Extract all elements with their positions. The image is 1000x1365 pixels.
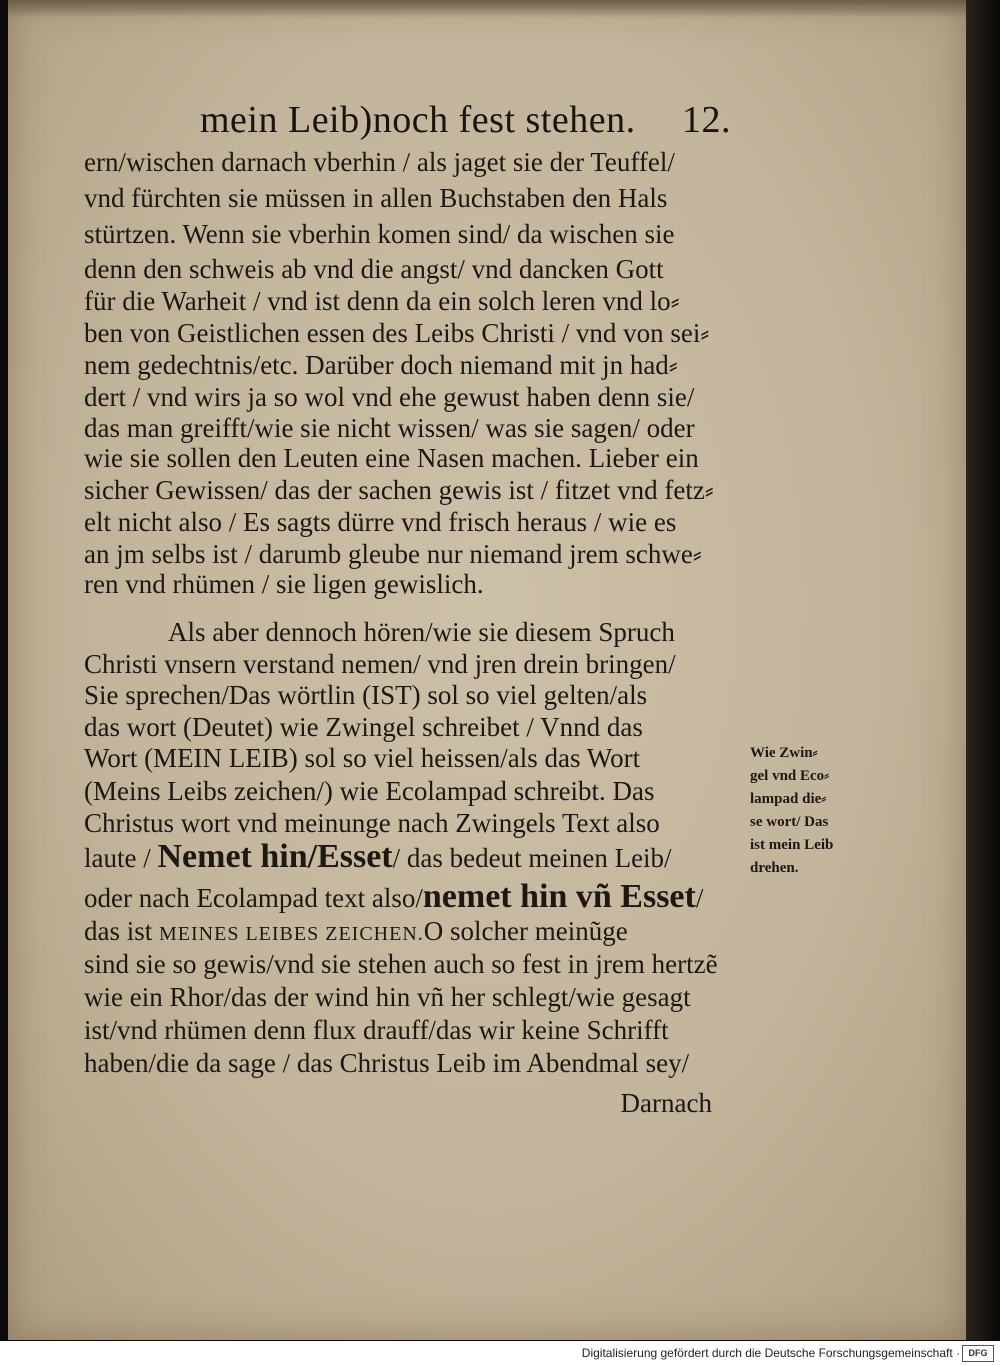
text-line: stürtzen. Wenn sie vberhin komen sind/ da wischen sie [84,219,675,249]
text-line: ben von Geistlichen essen des Leibs Christi / vnd von sei⸗ [84,318,710,348]
text-line: das wort (Deutet) wie Zwingel schreibet / Vnnd das [84,712,643,742]
dfg-logo: DFG [962,1345,994,1362]
text-line: elt nicht also / Es sagts dürre vnd frisch heraus / wie es [84,507,677,537]
text-line: nem gedechtnis/etc. Darüber doch niemand mit jn had⸗ [84,350,678,380]
text-line [84,880,703,915]
text-span: O solcher meinũge [423,916,628,946]
catchword: Darnach [620,1088,712,1118]
text-span: das ist [84,916,160,946]
margin-note-line: lampad die⸗ [750,791,827,807]
margin-note-line: Wie Zwin⸗ [750,745,818,761]
text-span: / [695,883,704,913]
text-span: / das bedeut meinen Leib/ [392,843,672,873]
margin-note-line: se wort/ Das [750,814,829,830]
text-line: haben/die da sage / das Christus Leib im Abendmal sey/ [84,1048,690,1078]
text-line: ern/wischen darnach vberhin / als jaget sie der Teuffel/ [84,147,675,177]
text-line [84,840,672,875]
text-line: das man greifft/wie sie nicht wissen/ was sie sagen/ oder [84,413,695,443]
footer-bar [0,1341,1000,1365]
running-header [200,98,740,148]
page-right-edge [966,0,1000,1340]
text-line [84,914,628,951]
text-span: oder nach Ecolampad text also/ [84,883,423,913]
header-title: mein Leib)noch fest stehen. [200,99,636,141]
text-line: dert / vnd wirs ja so wol vnd ehe gewust haben denn sie/ [84,382,695,412]
emphasized-text: nemet hin vñ Esset [422,878,696,915]
text-line: Christi vnsern verstand nemen/ vnd jren drein bringen/ [84,649,676,679]
text-line: (Meins Leibs zeichen/) wie Ecolampad schreibt. Das [84,776,655,806]
page-top-edge [8,0,966,18]
text-line: Als aber dennoch hören/wie sie diesem Spruch [168,617,675,647]
text-line: Christus wort vnd meinunge nach Zwingels Text also [84,808,660,838]
text-line: sind sie so gewis/vnd sie stehen auch so fest in jrem hertzẽ [84,949,718,979]
margin-note [750,742,860,880]
text-line: denn den schweis ab vnd die angst/ vnd dancken Gott [84,254,664,284]
text-line: vnd fürchten sie müssen in allen Buchstaben den Hals [84,183,668,213]
margin-note-line: gel vnd Eco⸗ [750,768,830,784]
text-line: wie sie sollen den Leuten eine Nasen machen. Lieber ein [84,443,699,473]
text-span: laute / [84,843,158,873]
margin-note-line: ist mein Leib [750,837,834,853]
text-line: ist/vnd rhümen denn flux drauff/das wir keine Schrifft [84,1015,669,1045]
text-line: Sie sprechen/Das wörtlin (IST) sol so viel gelten/als [84,680,648,710]
text-line: wie ein Rhor/das der wind hin vñ her schlegt/wie gesagt [84,982,691,1012]
text-line: ren vnd rhümen / sie ligen gewislich. [84,569,484,599]
emphasized-text: Nemet hin/Esset [157,838,393,875]
text-line: Wort (MEIN LEIB) sol so viel heissen/als das Wort [84,743,641,773]
page-number: 12. [682,99,731,141]
footer-credit: Digitalisierung gefördert durch die Deutsche Forschungsgemeinschaft · [581,1346,960,1360]
text-line: sicher Gewissen/ das der sachen gewis ist / fitzet vnd fetz⸗ [84,475,714,505]
text-line: für die Warheit / vnd ist denn da ein solch leren vnd lo⸗ [84,286,680,316]
margin-note-line: drehen. [750,860,799,876]
text-line: an jm selbs ist / darumb gleube nur niemand jrem schwe⸗ [84,539,702,569]
caps-text: MEINES LEIBES ZEICHEN. [159,923,424,945]
